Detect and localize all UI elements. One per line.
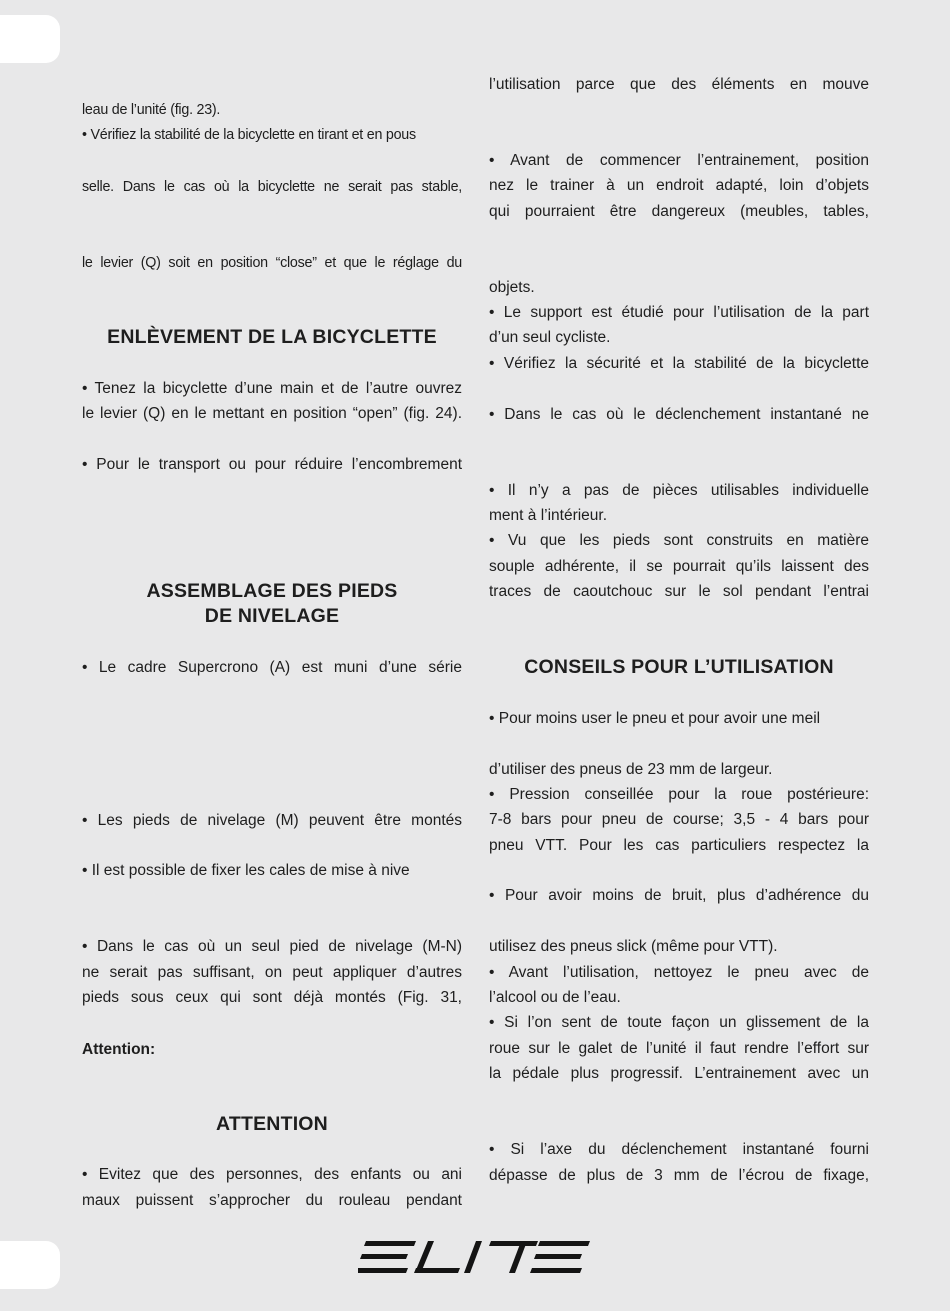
text-line: objets. <box>489 279 535 296</box>
text-line: nez le trainer à un endroit adapté, loin d’objets <box>489 177 869 194</box>
text-line: traces de caoutchouc sur le sol pendant l’entrai <box>489 583 869 600</box>
attention-label: Attention: <box>82 1041 156 1058</box>
text-line: • Il n’y a pas de pièces utilisables individuelle <box>489 482 869 499</box>
text-line: • Pression conseillée pour la roue postérieure: <box>489 786 869 803</box>
section-heading-attention: ATTENTION <box>216 1113 328 1135</box>
text-line: maux puissent s’approcher du rouleau pendant <box>82 1192 462 1209</box>
text-line: • Le support est étudié pour l’utilisation de la part <box>489 304 869 321</box>
text-line: • Si l’axe du déclenchement instantané fourni <box>489 1141 869 1158</box>
text-line: • Avant de commencer l’entrainement, position <box>489 152 869 169</box>
page-corner-tab-bottom <box>0 1241 60 1289</box>
text-line: • Vérifiez la sécurité et la stabilité de la bicyclette <box>489 355 869 372</box>
text-line: la pédale plus progressif. L’entrainement avec un <box>489 1065 869 1082</box>
text-line: • Pour moins user le pneu et pour avoir une meil <box>489 710 821 727</box>
text-line: dépasse de plus de 3 mm de l’écrou de fixage, <box>489 1167 869 1184</box>
text-line: le levier (Q) soit en position “close” et que le réglage du <box>82 255 462 271</box>
text-line: • Il est possible de fixer les cales de mise à nive <box>82 862 410 879</box>
text-line: • Evitez que des personnes, des enfants ou ani <box>82 1166 462 1183</box>
text-line: ne serait pas suffisant, on peut appliquer d’autres <box>82 964 462 981</box>
text-line: • Si l’on sent de toute façon un glissement de la <box>489 1014 869 1031</box>
section-heading-conseils: CONSEILS POUR L’UTILISATION <box>524 656 834 678</box>
text-line: souple adhérente, il se pourrait qu’ils laissent des <box>489 558 869 575</box>
section-heading-assemblage: ASSEMBLAGE DES PIEDS <box>146 580 398 602</box>
text-line: • Dans le cas où un seul pied de nivelage (M-N) <box>82 938 462 955</box>
section-heading-enlevement: ENLÈVEMENT DE LA BICYCLETTE <box>107 326 437 348</box>
page-corner-tab-top <box>0 15 60 63</box>
text-line: • Les pieds de nivelage (M) peuvent être montés <box>82 812 462 829</box>
text-line: utilisez des pneus slick (même pour VTT). <box>489 938 778 955</box>
text-line: le levier (Q) en le mettant en position “open” (fig. 24). <box>82 405 462 422</box>
text-line: roue sur le galet de l’unité il faut rendre l’effort sur <box>489 1040 869 1057</box>
text-line: qui pourraient être dangereux (meubles, tables, <box>489 203 869 220</box>
text-line: ment à l’intérieur. <box>489 507 608 524</box>
text-line: pneu VTT. Pour les cas particuliers respectez la <box>489 837 869 854</box>
text-line: • Avant l’utilisation, nettoyez le pneu avec de <box>489 964 869 981</box>
text-line: 7-8 bars pour pneu de course; 3,5 - 4 bars pour <box>489 811 869 828</box>
section-heading-assemblage-line2: DE NIVELAGE <box>204 605 340 627</box>
text-line: • Pour avoir moins de bruit, plus d’adhérence du <box>489 887 869 904</box>
text-line: • Dans le cas où le déclenchement instantané ne <box>489 406 869 423</box>
text-line: l’utilisation parce que des éléments en mouve <box>489 76 869 93</box>
text-line: • Vérifiez la stabilité de la bicyclette en tirant et en pous <box>82 127 416 143</box>
text-line: d’un seul cycliste. <box>489 329 611 346</box>
text-line: selle. Dans le cas où la bicyclette ne serait pas stable, <box>82 179 462 195</box>
text-line: l’alcool ou de l’eau. <box>489 989 621 1006</box>
text-line: • Vu que les pieds sont construits en matière <box>489 532 869 549</box>
text-line: pieds sous ceux qui sont déjà montés (Fig. 31, <box>82 989 462 1006</box>
text-line: leau de l’unité (fig. 23). <box>82 102 221 118</box>
text-line: • Le cadre Supercrono (A) est muni d’une série <box>82 659 462 676</box>
text-line: • Pour le transport ou pour réduire l’encombrement <box>82 456 462 473</box>
text-line: • Tenez la bicyclette d’une main et de l’autre ouvrez <box>82 380 462 397</box>
text-line: d’utiliser des pneus de 23 mm de largeur. <box>489 761 773 778</box>
elite-brand-logo <box>358 1239 590 1275</box>
